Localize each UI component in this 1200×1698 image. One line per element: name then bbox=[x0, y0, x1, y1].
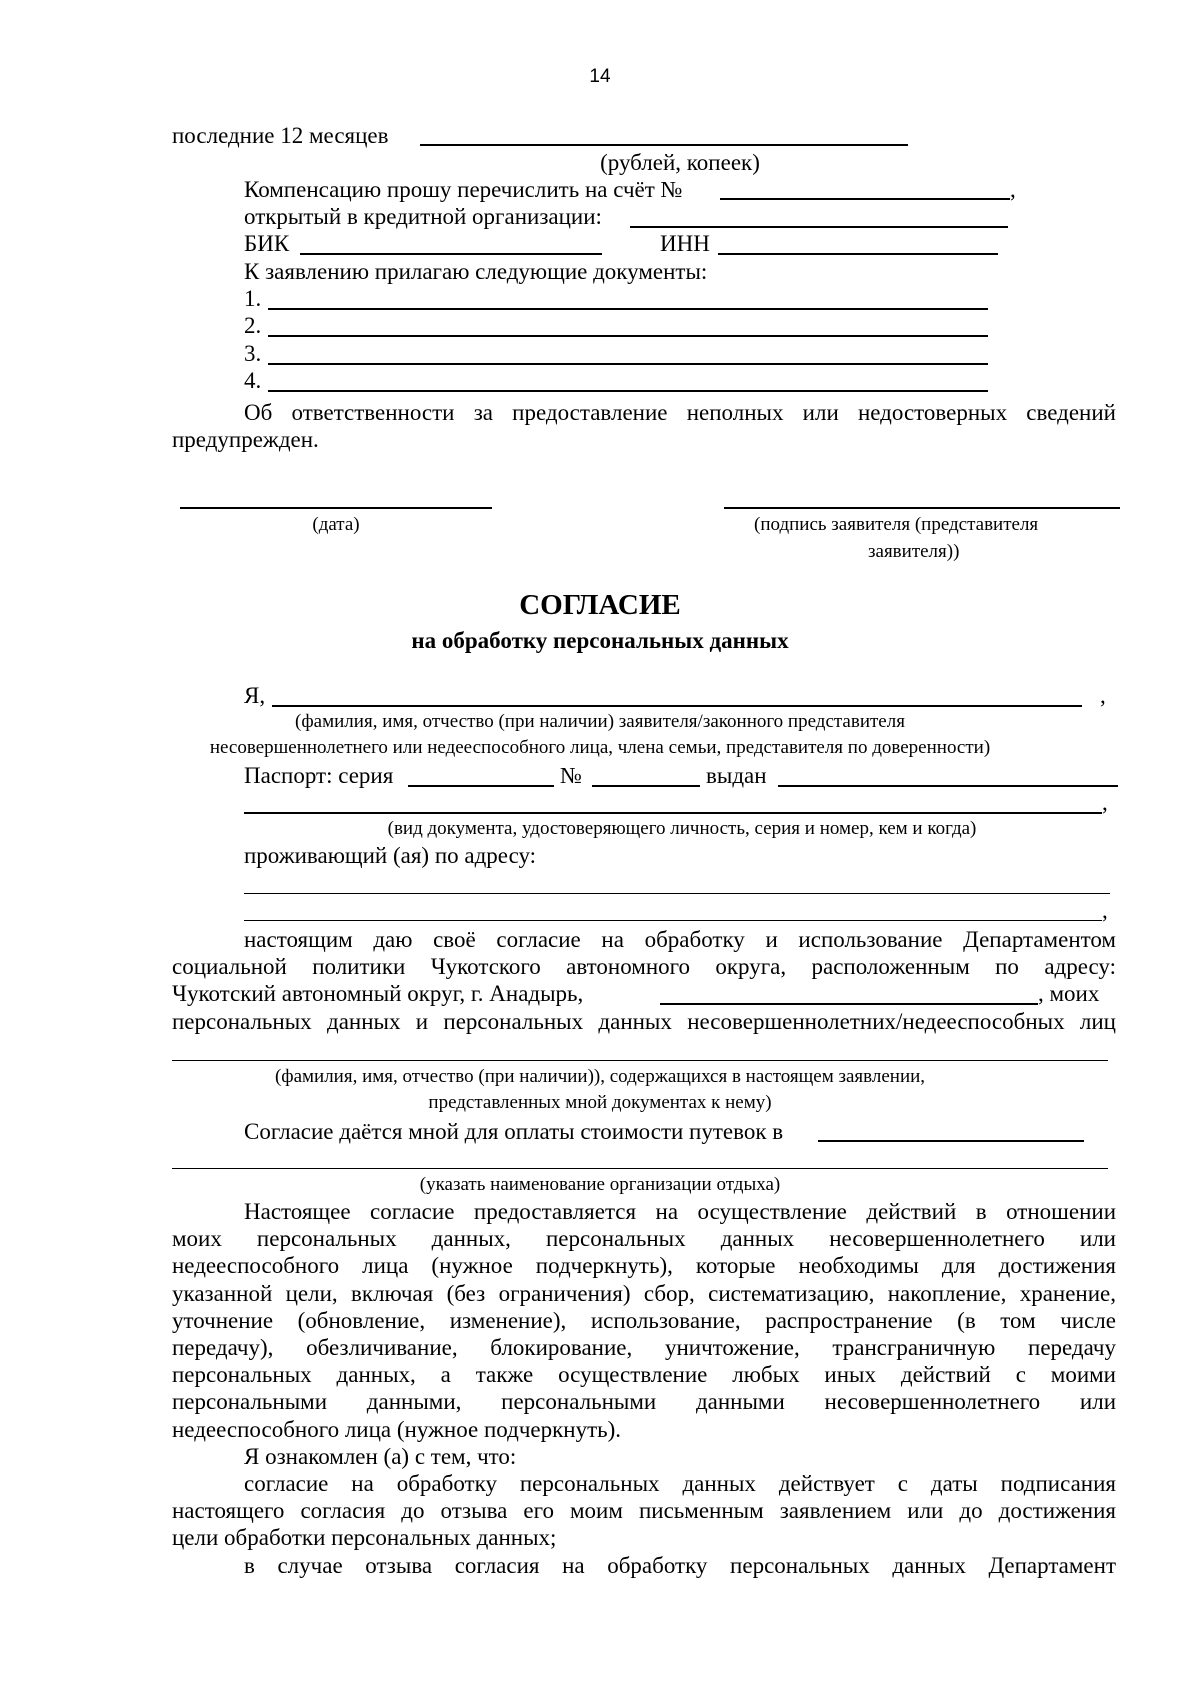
consent-paragraph-3-line: цели обработки персональных данных; bbox=[172, 1525, 557, 1551]
organization-note: (указать наименование организации отдыха) bbox=[419, 1174, 781, 1195]
department-address-field[interactable] bbox=[660, 1003, 1038, 1005]
rub-kop-note: (рублей, копеек) bbox=[600, 150, 760, 175]
attachment-field-2[interactable] bbox=[268, 335, 988, 337]
passport-issued-field[interactable] bbox=[778, 785, 1118, 787]
fio-note-1: (фамилия, имя, отчество (при наличии) заявителя/законного представителя bbox=[295, 711, 905, 732]
passport-number-field[interactable] bbox=[592, 785, 700, 787]
bik-label: БИК bbox=[244, 231, 290, 256]
acquainted-label: Я ознакомлен (а) с тем, что: bbox=[244, 1444, 517, 1469]
attachment-number: 2. bbox=[244, 313, 262, 338]
organization-field[interactable] bbox=[818, 1140, 1084, 1142]
address-field-1[interactable] bbox=[244, 893, 1110, 894]
consent-paragraph-2-line: уточнение (обновление, изменение), использование, распространение (в том числе bbox=[172, 1307, 1116, 1333]
minors-names-field[interactable] bbox=[172, 1060, 1108, 1061]
issued-label: выдан bbox=[706, 763, 767, 788]
organization-field-2[interactable] bbox=[172, 1168, 1108, 1169]
date-field[interactable] bbox=[180, 507, 492, 509]
inn-field[interactable] bbox=[718, 253, 998, 255]
passport-number-label: № bbox=[560, 763, 582, 788]
inn-label: ИНН bbox=[660, 231, 710, 256]
attachment-number: 3. bbox=[244, 341, 262, 366]
responsibility-line-1: Об ответственности за предоставление неполных или недостоверных сведений bbox=[244, 400, 1116, 425]
consent-paragraph-2-line: недееспособного лица (нужное подчеркнуть), которые необходимы для достижения bbox=[172, 1253, 1116, 1279]
fio-note-2: несовершеннолетнего или недееспособного лица, члена семьи, представителя по доверенности) bbox=[209, 737, 991, 758]
consent-paragraph-3-line: настоящего согласия до отзыва его моим письменным заявлением или до достижения bbox=[172, 1498, 1116, 1524]
passport-series-field[interactable] bbox=[408, 785, 554, 787]
address-label: проживающий (ая) по адресу: bbox=[244, 843, 537, 868]
consent-paragraph-2-line: недееспособного лица (нужное подчеркнуть). bbox=[172, 1416, 622, 1442]
consent-paragraph-1-line-2: социальной политики Чукотского автономного округа, расположенным по адресу: bbox=[172, 954, 1116, 979]
responsibility-line-2: предупрежден. bbox=[172, 427, 319, 452]
signature-field[interactable] bbox=[724, 507, 1120, 509]
consent-paragraph-1-line-3-end: , моих bbox=[1038, 981, 1100, 1006]
bank-label: открытый в кредитной организации: bbox=[244, 204, 602, 229]
date-label: (дата) bbox=[312, 514, 360, 535]
address-field-2[interactable] bbox=[244, 920, 1102, 921]
purpose-label: Согласие даётся мной для оплаты стоимости путевок в bbox=[244, 1119, 784, 1144]
consent-paragraph-2-line: персональных данных, а также осуществление любых иных действий с моими bbox=[172, 1362, 1116, 1388]
account-number-field[interactable] bbox=[720, 198, 1010, 200]
consent-paragraph-2-line: персональными данными, персональными данными несовершеннолетнего или bbox=[172, 1389, 1116, 1415]
consent-paragraph-2-line: указанной цели, включая (без ограничения) сбор, систематизацию, накопление, хранение, bbox=[172, 1280, 1116, 1306]
attachments-label: К заявлению прилагаю следующие документы: bbox=[244, 259, 708, 284]
comma: , bbox=[1010, 177, 1016, 202]
consent-paragraph-1-line-3: Чукотский автономный округ, г. Анадырь, bbox=[172, 981, 584, 1006]
comma: , bbox=[1100, 683, 1106, 708]
comma: , bbox=[1102, 898, 1108, 923]
applicant-name-field[interactable] bbox=[272, 705, 1082, 707]
consent-paragraph-3-line: согласие на обработку персональных данных действует с даты подписания bbox=[244, 1471, 1116, 1496]
fio-note-3: (фамилия, имя, отчество (при наличии)), содержащихся в настоящем заявлении, bbox=[274, 1066, 926, 1087]
attachment-number: 4. bbox=[244, 368, 262, 393]
compensation-label: Компенсацию прошу перечислить на счёт № bbox=[244, 177, 683, 202]
last-months-label: последние 12 месяцев bbox=[172, 123, 389, 148]
income-amount-field[interactable] bbox=[420, 144, 908, 146]
identity-document-field[interactable] bbox=[244, 812, 1102, 814]
ya-label: Я, bbox=[244, 683, 266, 708]
consent-title: СОГЛАСИЕ bbox=[519, 589, 681, 621]
consent-paragraph-1-line-1: настоящим даю своё согласие на обработку и использование Департаментом bbox=[244, 927, 1116, 952]
attachment-number: 1. bbox=[244, 286, 262, 311]
attachment-field-3[interactable] bbox=[268, 363, 988, 365]
fio-note-4: представленных мной документах к нему) bbox=[428, 1092, 772, 1113]
document-note: (вид документа, удостоверяющего личность, серия и номер, кем и когда) bbox=[387, 818, 977, 839]
signature-label-1: (подпись заявителя (представителя bbox=[754, 514, 1039, 535]
consent-subtitle: на обработку персональных данных bbox=[411, 628, 789, 653]
consent-paragraph-4-line: в случае отзыва согласия на обработку персональных данных Департамент bbox=[244, 1552, 1116, 1578]
signature-label-2: заявителя)) bbox=[868, 541, 960, 562]
attachment-field-4[interactable] bbox=[268, 390, 988, 392]
bik-field[interactable] bbox=[300, 253, 602, 255]
bank-name-field[interactable] bbox=[630, 226, 1008, 228]
page-number: 14 bbox=[589, 66, 611, 87]
consent-paragraph-2-line: моих персональных данных, персональных данных несовершеннолетнего или bbox=[172, 1226, 1116, 1252]
consent-paragraph-2-line: Настоящее согласие предоставляется на осуществление действий в отношении bbox=[244, 1199, 1116, 1224]
passport-series-label: Паспорт: серия bbox=[244, 763, 394, 788]
comma: , bbox=[1102, 790, 1108, 815]
consent-paragraph-2-line: передачу), обезличивание, блокирование, уничтожение, трансграничную передачу bbox=[172, 1335, 1116, 1360]
attachment-field-1[interactable] bbox=[268, 308, 988, 310]
consent-paragraph-1-line-4: персональных данных и персональных данных несовершеннолетних/недееспособных лиц bbox=[172, 1009, 1116, 1034]
